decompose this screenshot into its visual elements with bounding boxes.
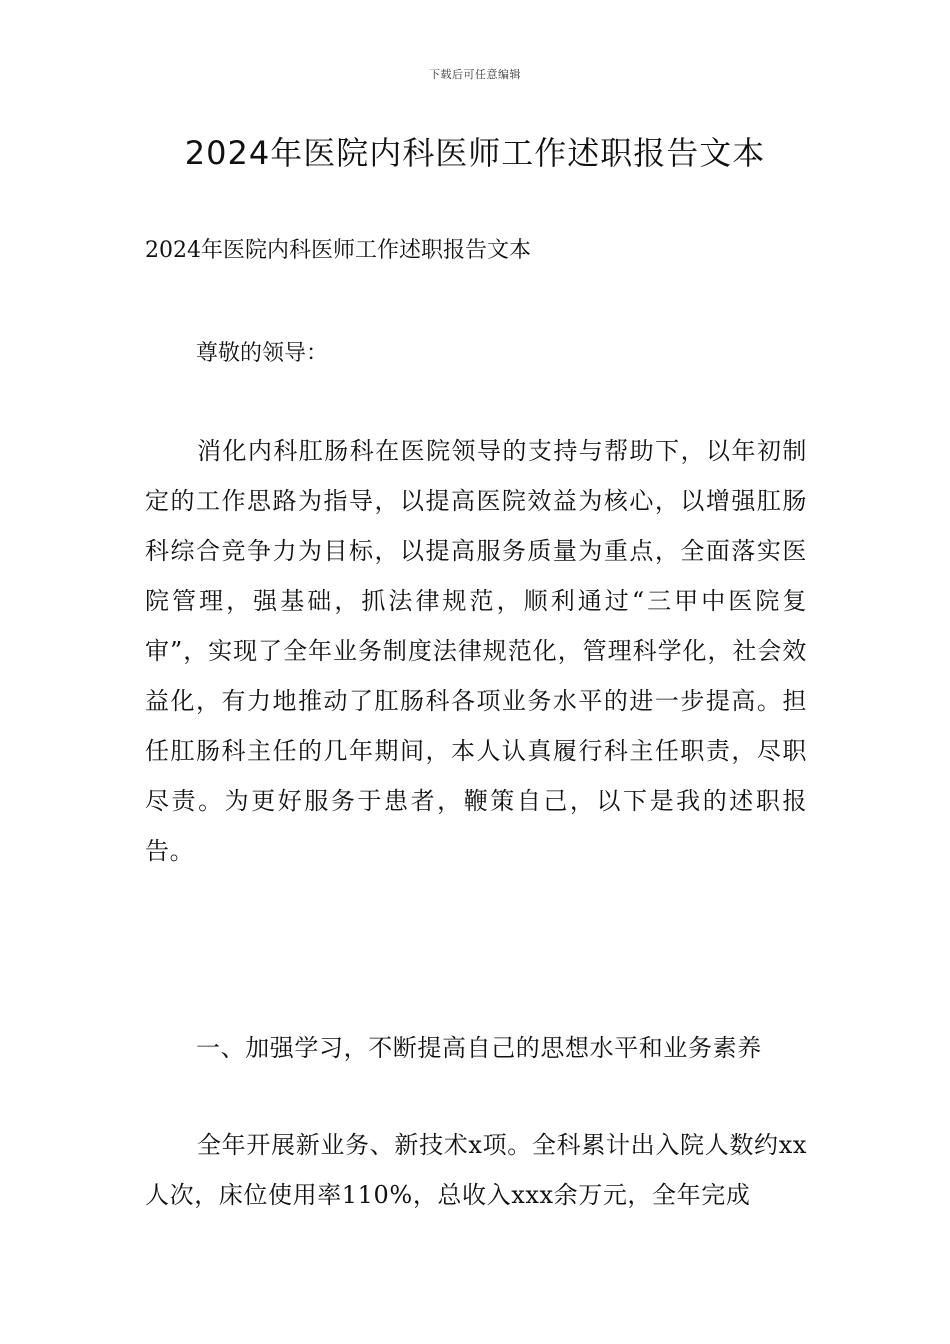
salutation: 尊敬的领导： [196,341,329,366]
section-paragraph: 全年开展新业务、新技术x项。全科累计出入院人数约xx人次，床位使用率110%，总收入xxx余万元，全年完成 [145,1131,807,1209]
section-heading: 一、加强学习，不断提高自己的思想水平和业务素养 [196,1034,762,1062]
document-subtitle: 2024年医院内科医师工作述职报告文本 [145,238,531,263]
body-paragraph: 消化内科肛肠科在医院领导的支持与帮助下，以年初制定的工作思路为指导，以提高医院效益为核心，以增强肛肠科综合竞争力为目标，以提高服务质量为重点，全面落实医院管理，强基础，抓法律规范，顺利通过“三甲中医院复审”，实现了全年业务制度法律规范化，管理科学化，社会效益化，有力地推动了肛肠科各项业务水平的进一步提高。担任肛肠科主任的几年期间，本人认真履行科主任职责，尽职尽责。为更好服务于患者，鞭策自己，以下是我的述职报告。 [145,437,807,865]
header-note: 下载后可任意编辑 [429,68,521,81]
document-title: 2024年医院内科医师工作述职报告文本 [184,134,766,172]
